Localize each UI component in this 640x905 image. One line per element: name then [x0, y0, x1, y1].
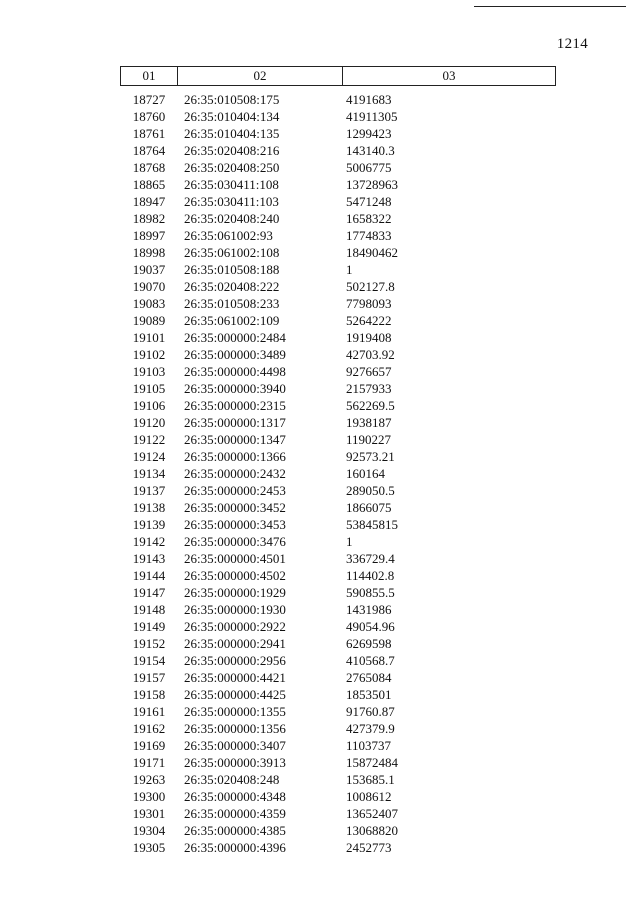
value-cell: 13068820	[346, 823, 398, 838]
cadastral-number-cell: 26:35:000000:4385	[184, 823, 286, 838]
table-row	[120, 193, 556, 210]
row-number-cell: 18947	[132, 194, 166, 209]
value-cell: 13728963	[346, 177, 398, 192]
value-cell: 143140.3	[346, 143, 395, 158]
value-cell: 336729.4	[346, 551, 395, 566]
value-cell: 1	[346, 262, 353, 277]
table-row	[120, 346, 556, 363]
cadastral-number-cell: 26:35:000000:3940	[184, 381, 286, 396]
cadastral-number-cell: 26:35:000000:1355	[184, 704, 286, 719]
row-number-cell: 19263	[132, 772, 166, 787]
table-row	[120, 822, 556, 839]
value-cell: 1853501	[346, 687, 392, 702]
cadastral-number-cell: 26:35:000000:2315	[184, 398, 286, 413]
value-cell: 1190227	[346, 432, 392, 447]
value-cell: 6269598	[346, 636, 392, 651]
row-number-cell: 19105	[132, 381, 166, 396]
cadastral-number-cell: 26:35:000000:4498	[184, 364, 286, 379]
table-row	[120, 363, 556, 380]
row-number-cell: 19154	[132, 653, 166, 668]
value-cell: 5006775	[346, 160, 392, 175]
cadastral-number-cell: 26:35:061002:108	[184, 245, 280, 260]
value-cell: 1938187	[346, 415, 392, 430]
value-cell: 15872484	[346, 755, 398, 770]
cadastral-number-cell: 26:35:010508:175	[184, 92, 280, 107]
cadastral-number-cell: 26:35:000000:2453	[184, 483, 286, 498]
value-cell: 590855.5	[346, 585, 395, 600]
cadastral-number-cell: 26:35:000000:3452	[184, 500, 286, 515]
value-cell: 502127.8	[346, 279, 395, 294]
value-cell: 114402.8	[346, 568, 395, 583]
row-number-cell: 19138	[132, 500, 166, 515]
value-cell: 1299423	[346, 126, 392, 141]
cadastral-number-cell: 26:35:020408:240	[184, 211, 280, 226]
table-row	[120, 499, 556, 516]
row-number-cell: 19124	[132, 449, 166, 464]
row-number-cell: 19122	[132, 432, 166, 447]
table-header	[120, 66, 556, 86]
table-row	[120, 295, 556, 312]
cadastral-number-cell: 26:35:000000:1356	[184, 721, 286, 736]
cadastral-number-cell: 26:35:000000:1347	[184, 432, 286, 447]
table-row	[120, 244, 556, 261]
table-row	[120, 771, 556, 788]
row-number-cell: 18865	[132, 177, 166, 192]
row-number-cell: 18982	[132, 211, 166, 226]
cadastral-number-cell: 26:35:000000:3407	[184, 738, 286, 753]
top-rule	[474, 6, 626, 7]
table-row	[120, 176, 556, 193]
row-number-cell: 19157	[132, 670, 166, 685]
row-number-cell: 19083	[132, 296, 166, 311]
row-number-cell: 19102	[132, 347, 166, 362]
table-body	[120, 91, 556, 856]
table-row	[120, 312, 556, 329]
cadastral-number-cell: 26:35:000000:3913	[184, 755, 286, 770]
value-cell: 2765084	[346, 670, 392, 685]
cadastral-number-cell: 26:35:010508:188	[184, 262, 280, 277]
cadastral-number-cell: 26:35:000000:2956	[184, 653, 286, 668]
table-row	[120, 754, 556, 771]
cadastral-number-cell: 26:35:000000:4421	[184, 670, 286, 685]
row-number-cell: 18727	[132, 92, 166, 107]
row-number-cell: 19304	[132, 823, 166, 838]
table-row	[120, 550, 556, 567]
value-cell: 1431986	[346, 602, 392, 617]
cadastral-number-cell: 26:35:000000:4425	[184, 687, 286, 702]
row-number-cell: 19101	[132, 330, 166, 345]
table-row	[120, 278, 556, 295]
row-number-cell: 19171	[132, 755, 166, 770]
table-row	[120, 652, 556, 669]
cadastral-number-cell: 26:35:061002:93	[184, 228, 273, 243]
table-row	[120, 788, 556, 805]
value-cell: 160164	[346, 466, 385, 481]
row-number-cell: 18764	[132, 143, 166, 158]
table-row	[120, 414, 556, 431]
row-number-cell: 19070	[132, 279, 166, 294]
row-number-cell: 19158	[132, 687, 166, 702]
cadastral-number-cell: 26:35:000000:1929	[184, 585, 286, 600]
cadastral-number-cell: 26:35:000000:3489	[184, 347, 286, 362]
row-number-cell: 19300	[132, 789, 166, 804]
table-row	[120, 601, 556, 618]
cadastral-number-cell: 26:35:010508:233	[184, 296, 280, 311]
table-row	[120, 516, 556, 533]
row-number-cell: 19301	[132, 806, 166, 821]
value-cell: 4191683	[346, 92, 392, 107]
table-row	[120, 720, 556, 737]
value-cell: 5471248	[346, 194, 392, 209]
table-row	[120, 380, 556, 397]
header-cell-03: 03	[442, 68, 456, 83]
value-cell: 2157933	[346, 381, 392, 396]
cadastral-number-cell: 26:35:020408:250	[184, 160, 280, 175]
header-cell-01: 01	[121, 67, 178, 85]
value-cell: 1658322	[346, 211, 392, 226]
value-cell: 41911305	[346, 109, 398, 124]
table-row	[120, 686, 556, 703]
row-number-cell: 19144	[132, 568, 166, 583]
header-cell-02: 02	[178, 67, 343, 85]
value-cell: 153685.1	[346, 772, 395, 787]
row-number-cell: 19139	[132, 517, 166, 532]
row-number-cell: 19134	[132, 466, 166, 481]
cadastral-number-cell: 26:35:020408:248	[184, 772, 280, 787]
table-row	[120, 159, 556, 176]
value-cell: 1103737	[346, 738, 392, 753]
table-row	[120, 635, 556, 652]
cadastral-number-cell: 26:35:000000:2432	[184, 466, 286, 481]
row-number-cell: 19037	[132, 262, 166, 277]
value-cell: 1866075	[346, 500, 392, 515]
value-cell: 1919408	[346, 330, 392, 345]
value-cell: 53845815	[346, 517, 398, 532]
row-number-cell: 19143	[132, 551, 166, 566]
row-number-cell: 18768	[132, 160, 166, 175]
table-row	[120, 584, 556, 601]
table-row	[120, 839, 556, 856]
value-cell: 289050.5	[346, 483, 395, 498]
value-cell: 427379.9	[346, 721, 395, 736]
cadastral-number-cell: 26:35:000000:4396	[184, 840, 286, 855]
cadastral-number-cell: 26:35:030411:108	[184, 177, 279, 192]
table-row	[120, 397, 556, 414]
value-cell: 9276657	[346, 364, 392, 379]
table-row	[120, 431, 556, 448]
table-row	[120, 91, 556, 108]
table-row	[120, 261, 556, 278]
cadastral-number-cell: 26:35:000000:4502	[184, 568, 286, 583]
row-number-cell: 19147	[132, 585, 166, 600]
table-row	[120, 465, 556, 482]
table-row	[120, 329, 556, 346]
value-cell: 1008612	[346, 789, 392, 804]
table-row	[120, 669, 556, 686]
row-number-cell: 18760	[132, 109, 166, 124]
value-cell: 42703.92	[346, 347, 395, 362]
cadastral-number-cell: 26:35:030411:103	[184, 194, 279, 209]
table-row	[120, 737, 556, 754]
value-cell: 410568.7	[346, 653, 395, 668]
row-number-cell: 18997	[132, 228, 166, 243]
cadastral-number-cell: 26:35:020408:222	[184, 279, 280, 294]
row-number-cell: 19305	[132, 840, 166, 855]
value-cell: 13652407	[346, 806, 398, 821]
value-cell: 562269.5	[346, 398, 395, 413]
value-cell: 7798093	[346, 296, 392, 311]
value-cell: 18490462	[346, 245, 398, 260]
value-cell: 1	[346, 534, 353, 549]
row-number-cell: 19103	[132, 364, 166, 379]
row-number-cell: 19120	[132, 415, 166, 430]
cadastral-number-cell: 26:35:000000:3476	[184, 534, 286, 549]
cadastral-number-cell: 26:35:020408:216	[184, 143, 280, 158]
cadastral-number-cell: 26:35:000000:1930	[184, 602, 286, 617]
cadastral-number-cell: 26:35:010404:134	[184, 109, 280, 124]
row-number-cell: 19161	[132, 704, 166, 719]
cadastral-number-cell: 26:35:000000:1366	[184, 449, 286, 464]
table-row	[120, 703, 556, 720]
cadastral-number-cell: 26:35:000000:2922	[184, 619, 286, 634]
cadastral-number-cell: 26:35:000000:1317	[184, 415, 286, 430]
row-number-cell: 18761	[132, 126, 166, 141]
cadastral-number-cell: 26:35:061002:109	[184, 313, 280, 328]
cadastral-number-cell: 26:35:000000:4348	[184, 789, 286, 804]
cadastral-number-cell: 26:35:000000:4359	[184, 806, 286, 821]
value-cell: 5264222	[346, 313, 392, 328]
row-number-cell: 19137	[132, 483, 166, 498]
table-row	[120, 567, 556, 584]
row-number-cell: 18998	[132, 245, 166, 260]
table-row	[120, 618, 556, 635]
cadastral-number-cell: 26:35:010404:135	[184, 126, 280, 141]
table-row	[120, 210, 556, 227]
row-number-cell: 19149	[132, 619, 166, 634]
table-row	[120, 805, 556, 822]
table-row	[120, 108, 556, 125]
value-cell: 92573.21	[346, 449, 395, 464]
row-number-cell: 19148	[132, 602, 166, 617]
cadastral-number-cell: 26:35:000000:3453	[184, 517, 286, 532]
table-row	[120, 142, 556, 159]
table-row	[120, 482, 556, 499]
table-row	[120, 448, 556, 465]
cadastral-number-cell: 26:35:000000:2941	[184, 636, 286, 651]
value-cell: 91760.87	[346, 704, 395, 719]
row-number-cell: 19142	[132, 534, 166, 549]
table-row	[120, 533, 556, 550]
value-cell: 49054.96	[346, 619, 395, 634]
value-cell: 1774833	[346, 228, 392, 243]
page-number: 1214	[556, 36, 588, 52]
row-number-cell: 19169	[132, 738, 166, 753]
value-cell: 2452773	[346, 840, 392, 855]
row-number-cell: 19152	[132, 636, 166, 651]
table-row	[120, 227, 556, 244]
row-number-cell: 19162	[132, 721, 166, 736]
cadastral-number-cell: 26:35:000000:2484	[184, 330, 286, 345]
row-number-cell: 19089	[132, 313, 166, 328]
cadastral-number-cell: 26:35:000000:4501	[184, 551, 286, 566]
row-number-cell: 19106	[132, 398, 166, 413]
table-row	[120, 125, 556, 142]
